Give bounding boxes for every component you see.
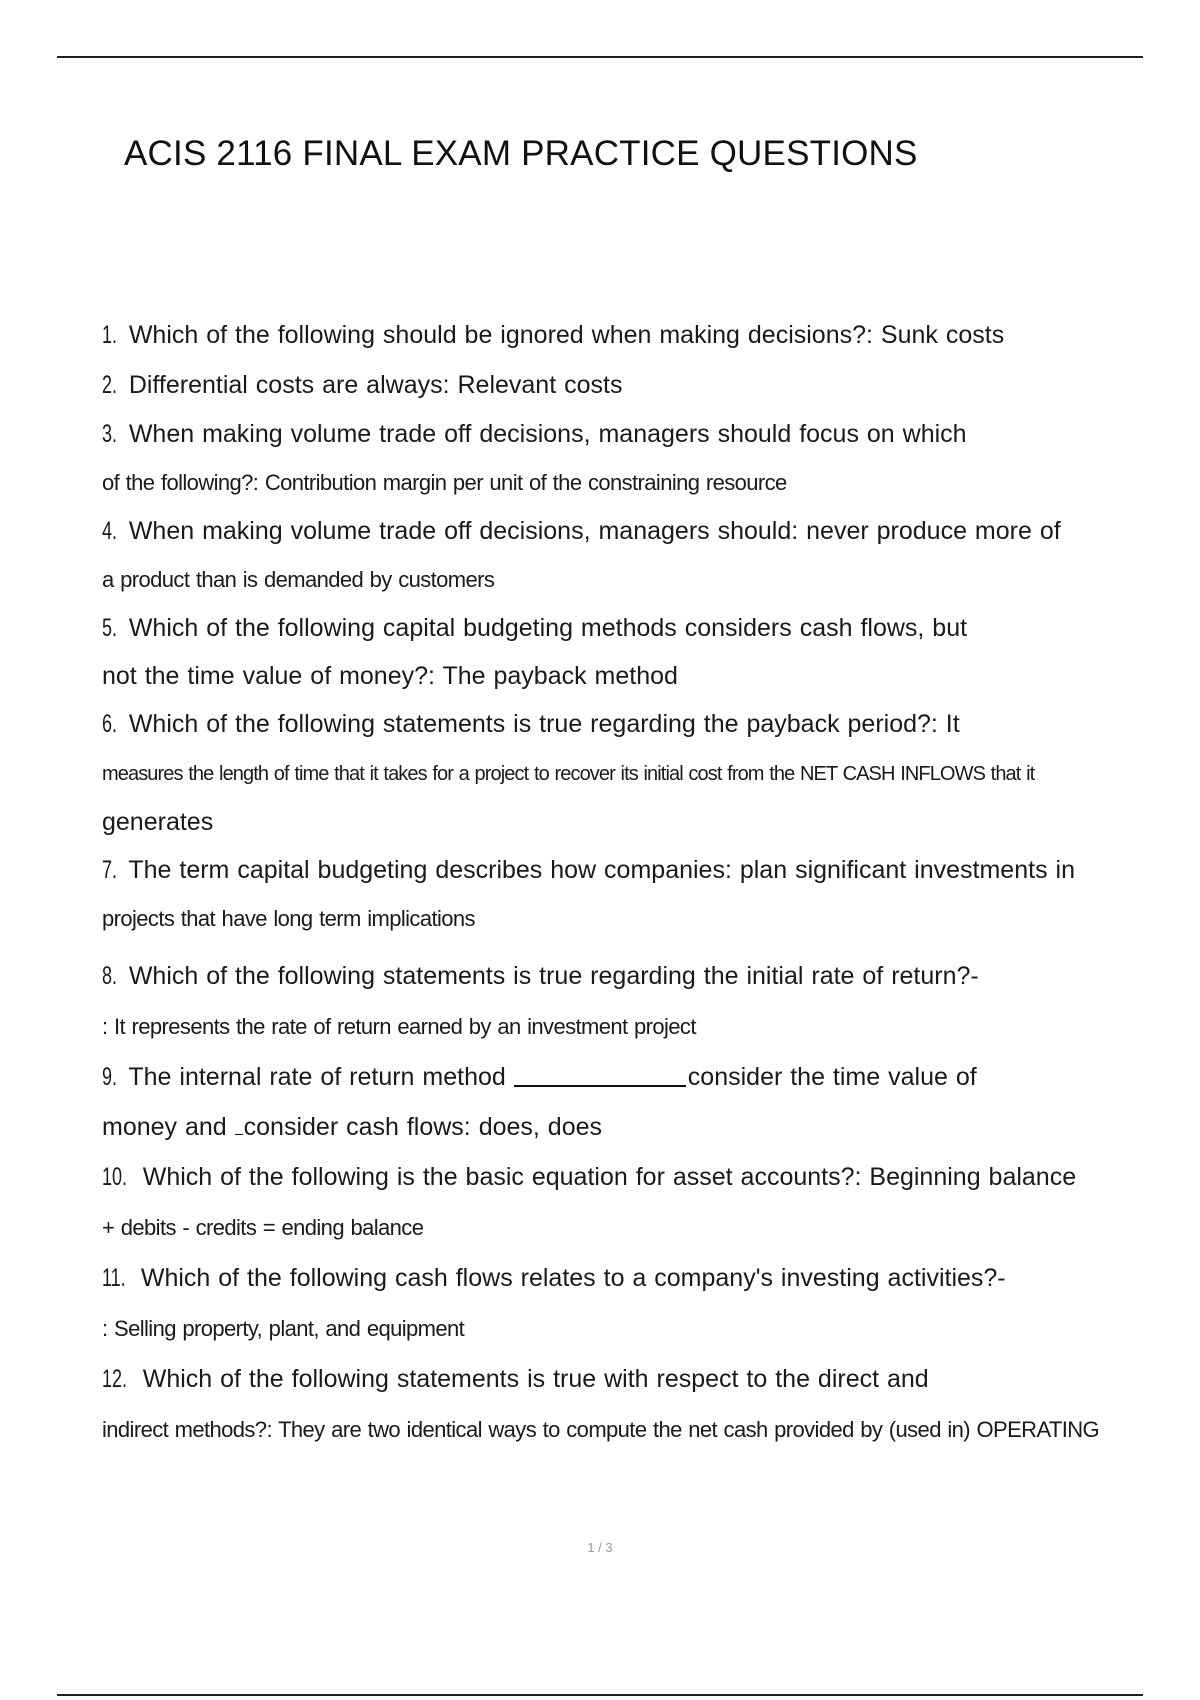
document-title: ACIS 2116 FINAL EXAM PRACTICE QUESTIONS [124,134,918,173]
question-number: 10. [102,1163,128,1191]
question-7 [102,846,1142,943]
question-text: Which of the following cash flows relates to a company's investing activities?- [140,1264,1006,1292]
question-text-continued: projects that have long term implications [102,906,475,931]
question-text-continued: not the time value of money?: The payback method [102,662,678,690]
question-text: Which of the following statements is true regarding the initial rate of return?- [128,962,979,990]
question-number: 8. [102,962,118,990]
question-text: When making volume trade off decisions, managers should focus on which [128,420,967,448]
bottom-rule [57,1694,1143,1696]
question-text: Which of the following is the basic equation for asset accounts?: Beginning balance [142,1163,1077,1191]
question-number: 5. [102,614,118,642]
question-6 [102,700,1142,846]
question-text: Which of the following statements is true regarding the payback period?: It [128,710,960,738]
question-text-continued: measures the length of time that it takes for a project to recover its initial cost from the NET CASH INFLOWS that it [102,763,1035,785]
question-number: 12. [102,1365,128,1393]
question-text-continued: indirect methods?: They are two identical ways to compute the net cash provided by (used in) OPERATING [102,1417,1100,1442]
question-list [102,310,1142,1455]
question-8 [102,951,1142,1052]
question-12 [102,1354,1142,1455]
question-text: Differential costs are always: Relevant costs [128,371,623,399]
question-number: 11. [102,1264,126,1292]
question-text: Which of the following capital budgeting methods considers cash flows, but [128,614,968,642]
question-number: 4. [102,517,118,545]
page-number: 1 / 3 [587,1540,613,1555]
question-text-continued-2: generates [102,808,214,836]
question-5 [102,604,1142,700]
question-number: 3. [102,420,118,448]
question-1 [102,310,1142,360]
question-11 [102,1253,1142,1354]
question-text: Which of the following statements is true with respect to the direct and [142,1365,929,1393]
question-text-continued: money and [102,1113,227,1141]
question-3 [102,410,1142,507]
question-text: The term capital budgeting describes how companies: plan significant investments in [128,856,1075,884]
answer-blank-small [235,1114,243,1135]
question-text-continued: a product than is demanded by customers [102,567,495,592]
question-10 [102,1152,1142,1253]
question-text: The internal rate of return method [128,1063,506,1091]
question-text: Which of the following should be ignored when making decisions?: Sunk costs [128,321,1005,349]
question-number: 9. [102,1063,118,1091]
question-9 [102,1052,1142,1152]
question-2 [102,360,1142,410]
question-text-continued-after: consider cash flows: does, does [243,1113,603,1141]
question-text-continued: + debits - credits = ending balance [102,1215,424,1240]
question-text: When making volume trade off decisions, managers should: never produce more of [128,517,1061,545]
question-4 [102,507,1142,604]
question-number: 1. [102,321,118,349]
question-text-after-blank: consider the time value of [687,1063,977,1091]
question-number: 7. [102,856,118,884]
question-text-continued: of the following?: Contribution margin per unit of the constraining resource [102,470,787,495]
answer-blank [514,1061,686,1087]
question-number: 6. [102,710,118,738]
question-text-continued: : Selling property, plant, and equipment [102,1316,465,1341]
question-text-continued: : It represents the rate of return earned by an investment project [102,1014,696,1039]
question-number: 2. [102,371,118,399]
top-rule [57,56,1143,58]
